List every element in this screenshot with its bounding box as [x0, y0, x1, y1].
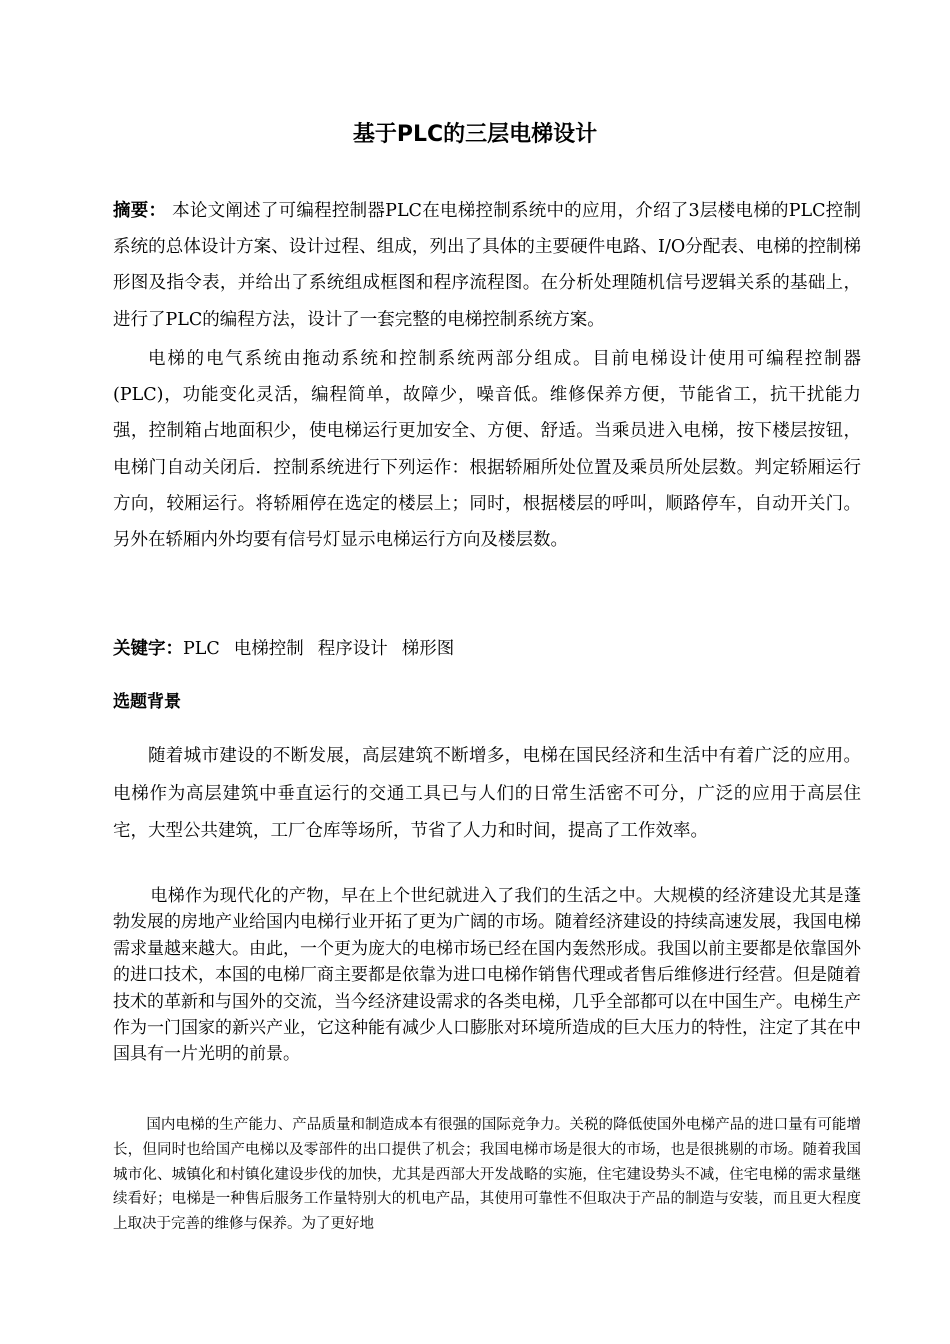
body-paragraph-3: 国内电梯的生产能力、产品质量和制造成本有很强的国际竞争力。关税的降低使国外电梯产品的进口量有可能增长，但同时也给国产电梯以及零部件的出口提供了机会；我国电梯市场是很大的市场，也是很挑剔的市场。随着我国城市化、城镇化和村镇化建设步伐的加快，尤其是西部大开发战略的实施，住宅建设势头不减，住宅电梯的需求量继续看好；电梯是一种售后服务工作量特别大的机电产品，其使用可靠性不但取决于产品的制造与安装，而且更大程度上取决于完善的维修与保养。为了更好地 [113, 1117, 861, 1233]
keyword-item: PLC [183, 639, 220, 659]
body-paragraph-2: 电梯作为现代化的产物，早在上个世纪就进入了我们的生活之中。大规模的经济建设尤其是蓬勃发展的房地产业给国内电梯行业开拓了更为广阔的市场。随着经济建设的持续高速发展，我国电梯需求量越来越大。由此，一个更为庞大的电梯市场已经在国内轰然形成。我国以前主要都是依靠国外的进口技术，本国的电梯厂商主要都是依靠为进口电梯作销售代理或者售后维修进行经营。但是随着技术的革新和与国外的交流，当今经济建设需求的各类电梯，几乎全部都可以在中国生产。电梯生产作为一门国家的新兴产业，它这种能有减少人口膨胀对环境所造成的巨大压力的特性，注定了其在中国具有一片光明的前景。 [113, 886, 861, 1065]
section-heading: 选题背景 [113, 692, 181, 712]
abstract-text: 本论文阐述了可编程控制器PLC在电梯控制系统中的应用，介绍了3层楼电梯的PLC控制系统的总体设计方案、设计过程、组成，列出了具体的主要硬件电路、I/O分配表、电梯的控制梯形图及指令表，并给出了系统组成框图和程序流程图。在分析处理随机信号逻辑关系的基础上，进行了PLC的编程方法，设计了一套完整的电梯控制系统方案。 [113, 201, 861, 330]
abstract-paragraph [113, 193, 861, 338]
intro-paragraph: 电梯的电气系统由拖动系统和控制系统两部分组成。目前电梯设计使用可编程控制器(PLC)，功能变化灵活，编程简单，故障少，噪音低。维修保养方便，节能省工，抗干扰能力强，控制箱占地面积少，使电梯运行更加安全、方便、舒适。当乘员进入电梯，按下楼层按钮，电梯门自动关闭后．控制系统进行下列运作：根据轿厢所处位置及乘员所处层数。判定轿厢运行方向，较厢运行。将轿厢停在选定的楼层上；同时，根据楼层的呼叫，顺路停车，自动开关门。另外在轿厢内外均要有信号灯显示电梯运行方向及楼层数。 [113, 349, 861, 551]
keywords-label: 关键字： [113, 639, 183, 659]
keyword-item: 梯形图 [401, 639, 455, 659]
document-title: 基于PLC的三层电梯设计 [352, 122, 598, 147]
keyword-item: 电梯控制 [233, 639, 304, 659]
keywords-line [113, 632, 861, 666]
keyword-item: 程序设计 [317, 639, 388, 659]
abstract-label: 摘要： [113, 201, 167, 221]
body-paragraph-1: 随着城市建设的不断发展，高层建筑不断增多，电梯在国民经济和生活中有着广泛的应用。电梯作为高层建筑中垂直运行的交通工具已与人们的日常生活密不可分，广泛的应用于高层住宅，大型公共建筑，工厂仓库等场所，节省了人力和时间，提高了工作效率。 [113, 746, 861, 841]
